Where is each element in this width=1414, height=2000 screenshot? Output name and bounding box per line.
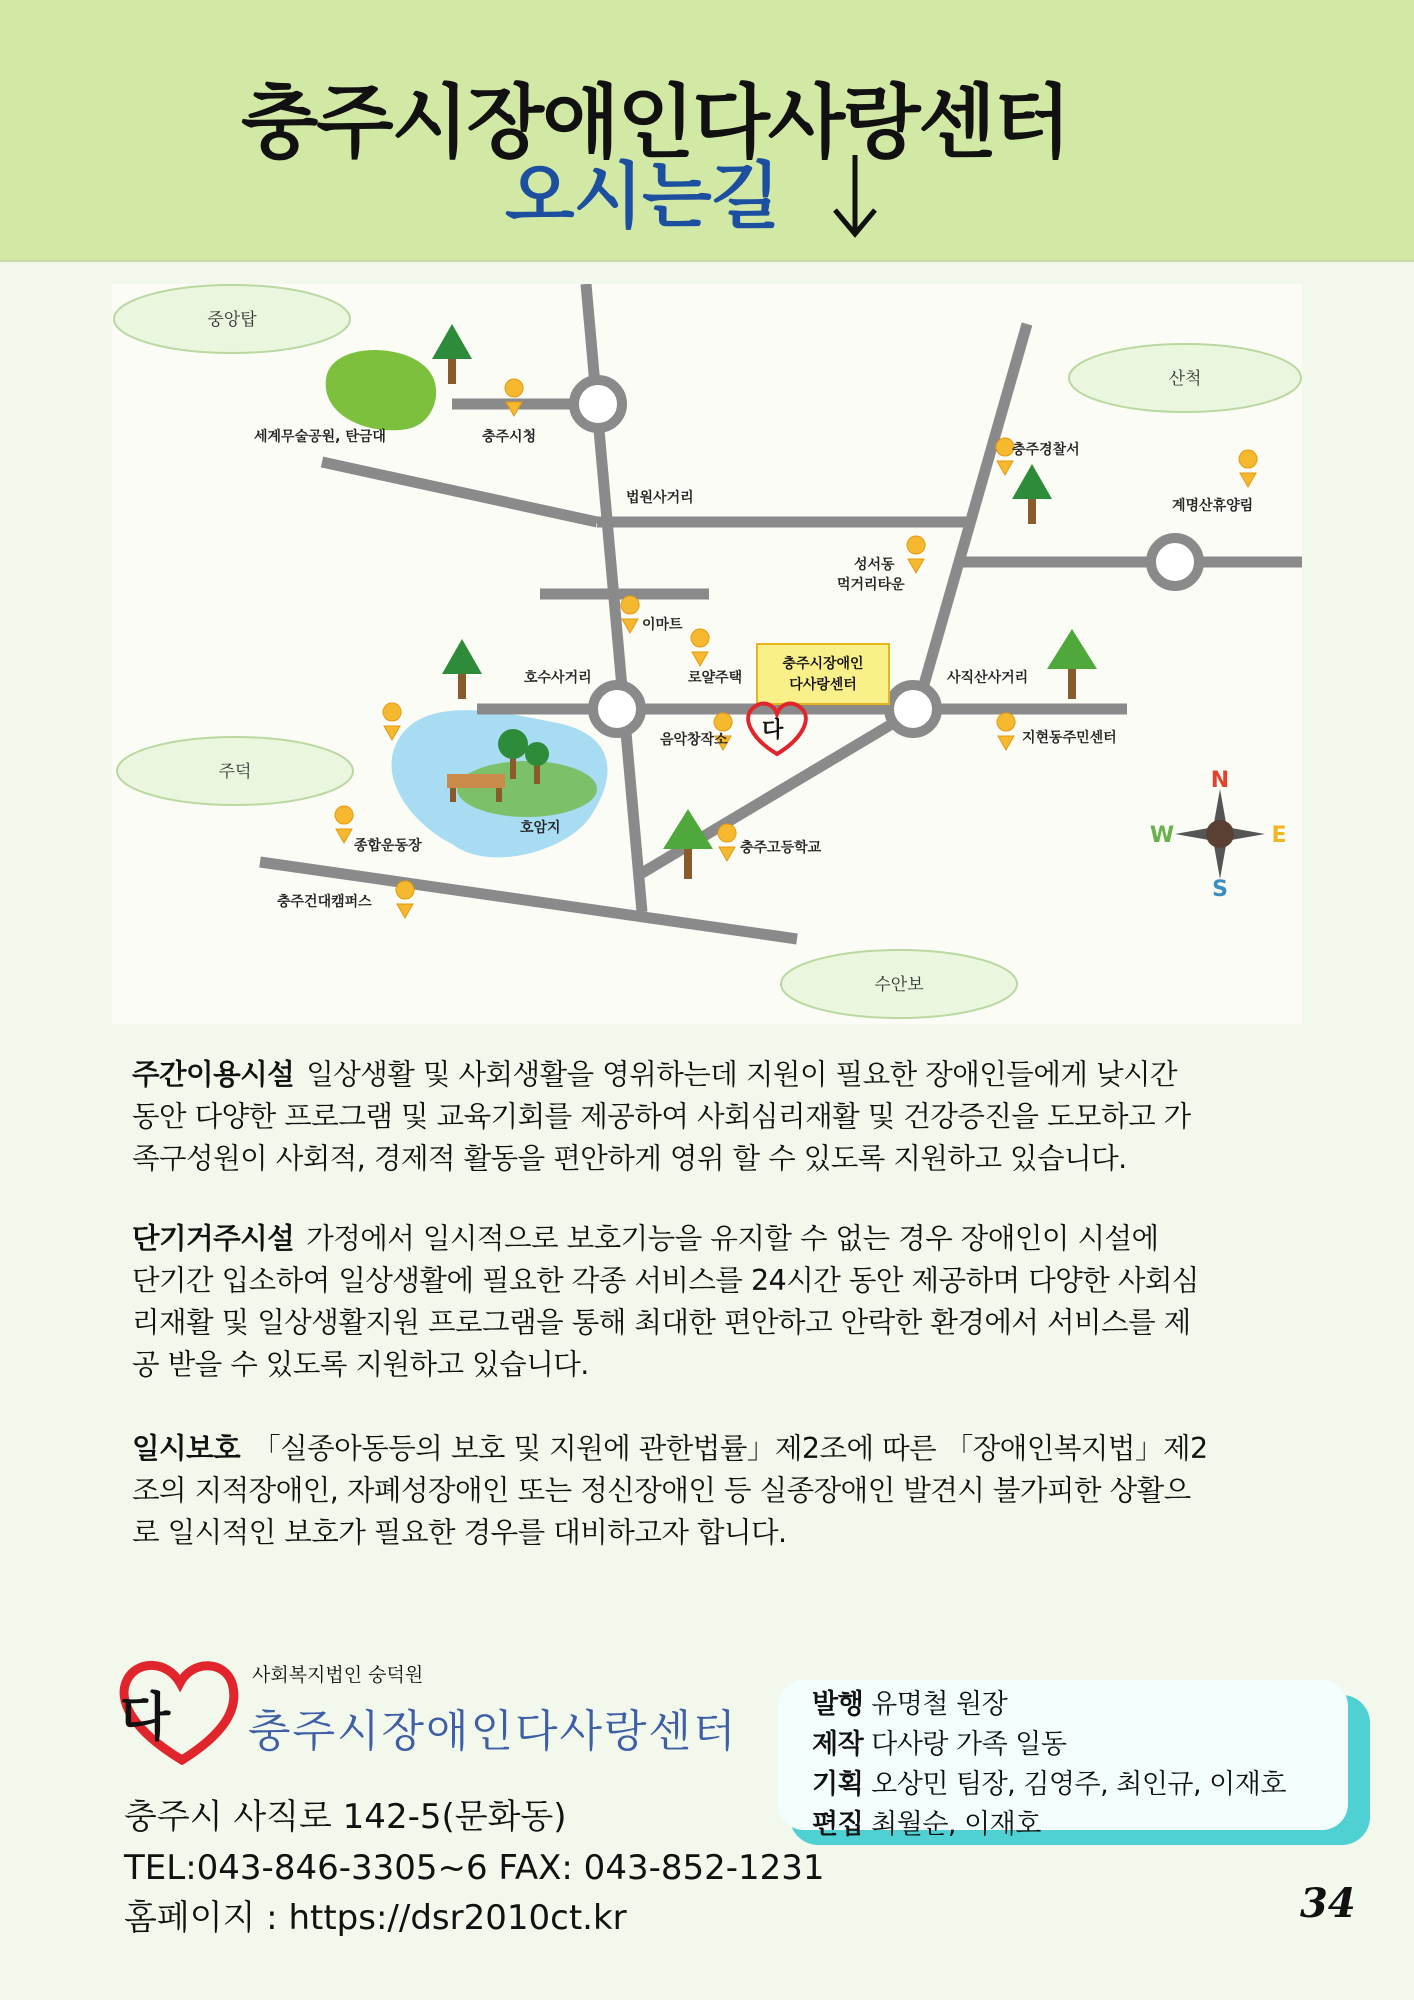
credit-line: 발행 유명철 원장 <box>812 1689 1008 1720</box>
tree-icon <box>1047 629 1097 699</box>
place-label: 호암지 <box>520 820 561 836</box>
credit-line: 제작 다사랑 가족 일동 <box>812 1729 1067 1760</box>
org-name: 충주시장애인다사랑센터 <box>248 1706 738 1757</box>
page-title: 충주시장애인다사랑센터 <box>240 76 1070 169</box>
map-pin-icon <box>1239 450 1257 487</box>
place-label: 세계무술공원, 탄금대 <box>254 429 386 445</box>
center-label: 충주시장애인 <box>782 656 864 672</box>
directions-map <box>112 284 1302 1024</box>
section-line: 일시보호 「실종아동등의 보호 및 지원에 관한법률」제2조에 따른 「장애인복지법」제2 <box>132 1432 1208 1465</box>
map-pin-icon <box>396 881 414 918</box>
compass-n: N <box>1210 768 1230 793</box>
map-pin-icon <box>691 629 709 666</box>
map-pin-icon <box>335 806 353 843</box>
arrow-down-icon <box>830 150 880 240</box>
map-canvas <box>112 284 1302 1024</box>
place-label: 지현동주민센터 <box>1022 730 1117 746</box>
place-label: 음악창작소 <box>660 732 728 748</box>
roundabout <box>593 685 641 733</box>
place-label: 충주경찰서 <box>1012 442 1080 458</box>
credit-line: 기획 오상민 팀장, 김영주, 최인규, 이재호 <box>812 1769 1286 1800</box>
compass-icon <box>1150 768 1287 902</box>
tree-icon <box>1012 464 1052 524</box>
section-line: 공 받을 수 있도록 지원하고 있습니다. <box>132 1348 589 1381</box>
svg-text:다: 다 <box>762 718 784 743</box>
map-pin-icon <box>718 824 736 861</box>
compass-w: W <box>1149 823 1175 848</box>
tree-icon <box>432 324 472 384</box>
section-line: 동안 다양한 프로그램 및 교육기회를 제공하여 사회심리재활 및 건강증진을 도모하고 가 <box>132 1100 1191 1133</box>
header-banner <box>0 0 1414 262</box>
section-line: 조의 지적장애인, 자폐성장애인 또는 정신장애인 등 실종장애인 발견시 불가피한 상활으 <box>132 1474 1191 1507</box>
road <box>322 462 597 522</box>
compass-e: E <box>1271 823 1287 848</box>
svg-text:다: 다 <box>120 1688 171 1748</box>
section-line: 주간이용시설 일상생활 및 사회생활을 영위하는데 지원이 필요한 장애인들에게 낮시간 <box>132 1058 1178 1091</box>
zone-label: 산척 <box>1168 369 1202 389</box>
section-short-stay <box>132 1218 1302 1386</box>
place-label: 호수사거리 <box>524 670 592 686</box>
map-pin-icon <box>621 596 639 633</box>
map-pin-icon <box>997 713 1015 750</box>
org-parent: 사회복지법인 숭덕원 <box>252 1664 424 1686</box>
page-number: 34 <box>1300 1880 1356 1927</box>
place-label: 사직산사거리 <box>947 670 1029 686</box>
place-label: 충주고등학교 <box>740 840 822 856</box>
section-line: 로 일시적인 보호가 필요한 경우를 대비하고자 합니다. <box>132 1516 787 1549</box>
section-term: 일시보호 <box>132 1432 241 1465</box>
map-pin-icon <box>383 703 401 740</box>
place-label: 충주건대캠퍼스 <box>277 894 372 910</box>
credit-line: 편집 최월순, 이재호 <box>812 1809 1041 1840</box>
phone-fax: TEL:043-846-3305~6 FAX: 043-852-1231 <box>124 1848 825 1888</box>
bench-icon <box>447 774 505 788</box>
address: 충주시 사직로 142-5(문화동) <box>124 1797 567 1837</box>
zone-label: 중앙탑 <box>207 310 257 330</box>
place-label: 로얄주택 <box>688 670 743 686</box>
zone-label: 주덕 <box>218 762 252 782</box>
section-term: 주간이용시설 <box>132 1058 295 1091</box>
map-pin-icon <box>505 379 523 416</box>
place-label: 이마트 <box>642 617 683 633</box>
zone-label: 수안보 <box>874 975 924 995</box>
section-day-care <box>132 1054 1302 1180</box>
logo-heart-icon <box>112 1655 242 1765</box>
map-pin-icon <box>907 536 925 573</box>
section-line: 단기거주시설 가정에서 일시적으로 보호기능을 유지할 수 없는 경우 장애인이 시설에 <box>132 1222 1159 1255</box>
place-label: 계명산휴양림 <box>1172 498 1254 514</box>
place-label: 법원사거리 <box>626 490 694 506</box>
section-line: 리재활 및 일상생활지원 프로그램을 통해 최대한 편안하고 안락한 환경에서 서비스를 제 <box>132 1306 1191 1339</box>
center-highlight-box <box>757 644 889 704</box>
center-label: 다사랑센터 <box>789 677 857 693</box>
tree-icon <box>663 809 713 879</box>
roundabout <box>889 685 937 733</box>
place-label: 성서동 <box>854 557 895 573</box>
roundabout <box>1151 538 1199 586</box>
section-term: 단기거주시설 <box>132 1222 295 1255</box>
tree-icon <box>442 639 482 699</box>
homepage: 홈페이지 : https://dsr2010ct.kr <box>124 1898 627 1938</box>
park-shape <box>326 350 436 430</box>
section-temporary-care <box>132 1428 1302 1554</box>
page-subtitle: 오시는길 <box>505 154 780 238</box>
section-line: 단기간 입소하여 일상생활에 필요한 각종 서비스를 24시간 동안 제공하며 다양한 사회심 <box>132 1264 1199 1297</box>
place-label: 먹거리타운 <box>837 577 905 593</box>
compass-s: S <box>1212 877 1228 902</box>
roundabout <box>574 380 622 428</box>
place-label: 충주시청 <box>482 429 537 445</box>
section-line: 족구성원이 사회적, 경제적 활동을 편안하게 영위 할 수 있도록 지원하고 있습니다. <box>132 1142 1127 1175</box>
place-label: 종합운동장 <box>354 838 422 854</box>
